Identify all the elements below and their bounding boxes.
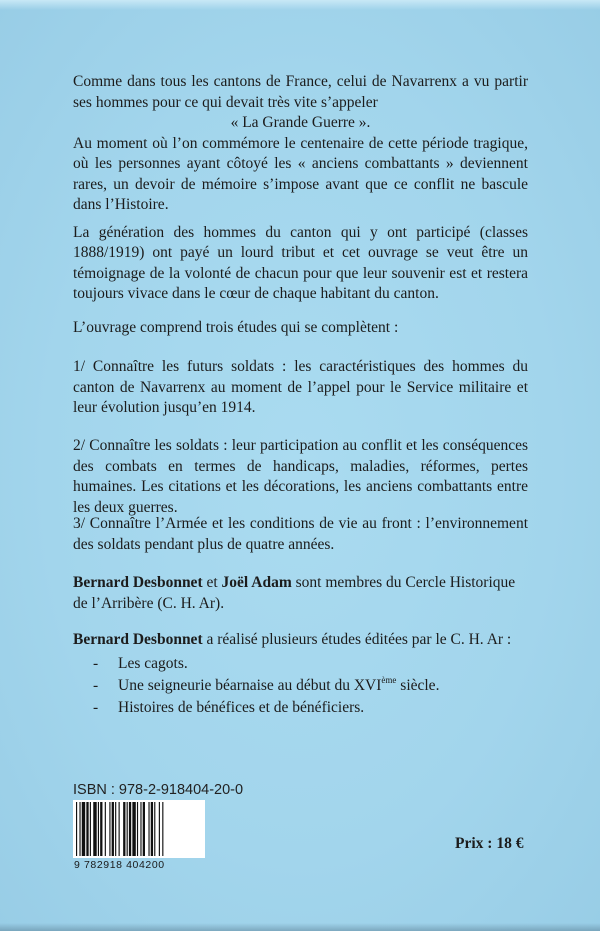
list-dash: - xyxy=(93,677,99,694)
author-name-1: Bernard Desbonnet xyxy=(73,574,203,591)
study-item-1: 1/ Connaître les futurs soldats : les caractéristiques des hommes du canton de Navarrenx au moment de l’appel pour le Service militaire et leur évolution jusqu’en 1914. xyxy=(73,358,528,416)
cover-top-edge xyxy=(0,0,600,10)
work-title: Histoires de bénéfices et de bénéficiers. xyxy=(118,699,365,716)
works-intro xyxy=(73,630,528,651)
century-superscript: ème xyxy=(381,675,397,685)
intro-section xyxy=(73,72,528,305)
work-title-part: Une seigneurie béarnaise au début du XVI xyxy=(118,677,382,694)
intro-paragraph-1: Comme dans tous les cantons de France, celui de Navarrenx a vu partir ses hommes pour ce qui devait très vite s’appeler xyxy=(73,73,528,111)
authors-statement xyxy=(73,573,528,614)
study-item-2: 2/ Connaître les soldats : leur participation au conflit et les conséquences des combats en termes de handicaps, maladies, réformes, pertes humaines. Les citations et les décorations, les anciens combattants entre les deux guerres. xyxy=(73,437,528,516)
works-list-item xyxy=(93,653,513,675)
works-list-item xyxy=(93,697,513,719)
intro-paragraph-2: Au moment où l’on commémore le centenaire de cette période tragique, où les personnes ayant côtoyé les « anciens combattants » deviennent rares, un devoir de mémoire s’impose avant que ce conflit ne bascule dans l’Histoire. xyxy=(73,134,528,213)
works-intro-text: a réalisé plusieurs études éditées par le C. H. Ar : xyxy=(202,631,512,648)
study-item-3: 3/ Connaître l’Armée et les conditions de vie au front : l’environnement des soldats pendant plus de quatre années. xyxy=(73,515,528,553)
studies-intro: L’ouvrage comprend trois études qui se complètent : xyxy=(73,319,399,336)
work-title: Les cagots. xyxy=(118,655,188,672)
barcode-image xyxy=(73,800,205,858)
barcode-digits: 9 782918 404200 xyxy=(74,859,165,871)
authors-description: sont membres du Cercle Historique de l’Arribère (C. H. Ar). xyxy=(73,574,516,612)
authors-connector: et xyxy=(202,574,222,591)
work-title xyxy=(118,677,439,694)
works-list-item xyxy=(93,675,513,697)
list-dash: - xyxy=(93,699,99,716)
cover-bottom-edge xyxy=(0,923,600,931)
works-list xyxy=(93,653,513,719)
works-author-name: Bernard Desbonnet xyxy=(73,631,203,648)
price-label: Prix : 18 € xyxy=(455,835,524,852)
intro-paragraph-3: La génération des hommes du canton qui y ont participé (classes 1888/1919) ont payé un lourd tribut et cet ouvrage se veut être un témoignage de la volonté de chacun pour que leur souvenir est et restera toujours vivace dans le cœur de chaque habitant du canton. xyxy=(73,223,528,302)
work-title-part: siècle. xyxy=(396,677,440,694)
list-dash: - xyxy=(93,655,99,672)
book-title-quote: « La Grande Guerre ». xyxy=(230,114,371,131)
author-name-2: Joël Adam xyxy=(221,574,292,591)
isbn-label: ISBN : 978-2-918404-20-0 xyxy=(73,782,244,798)
